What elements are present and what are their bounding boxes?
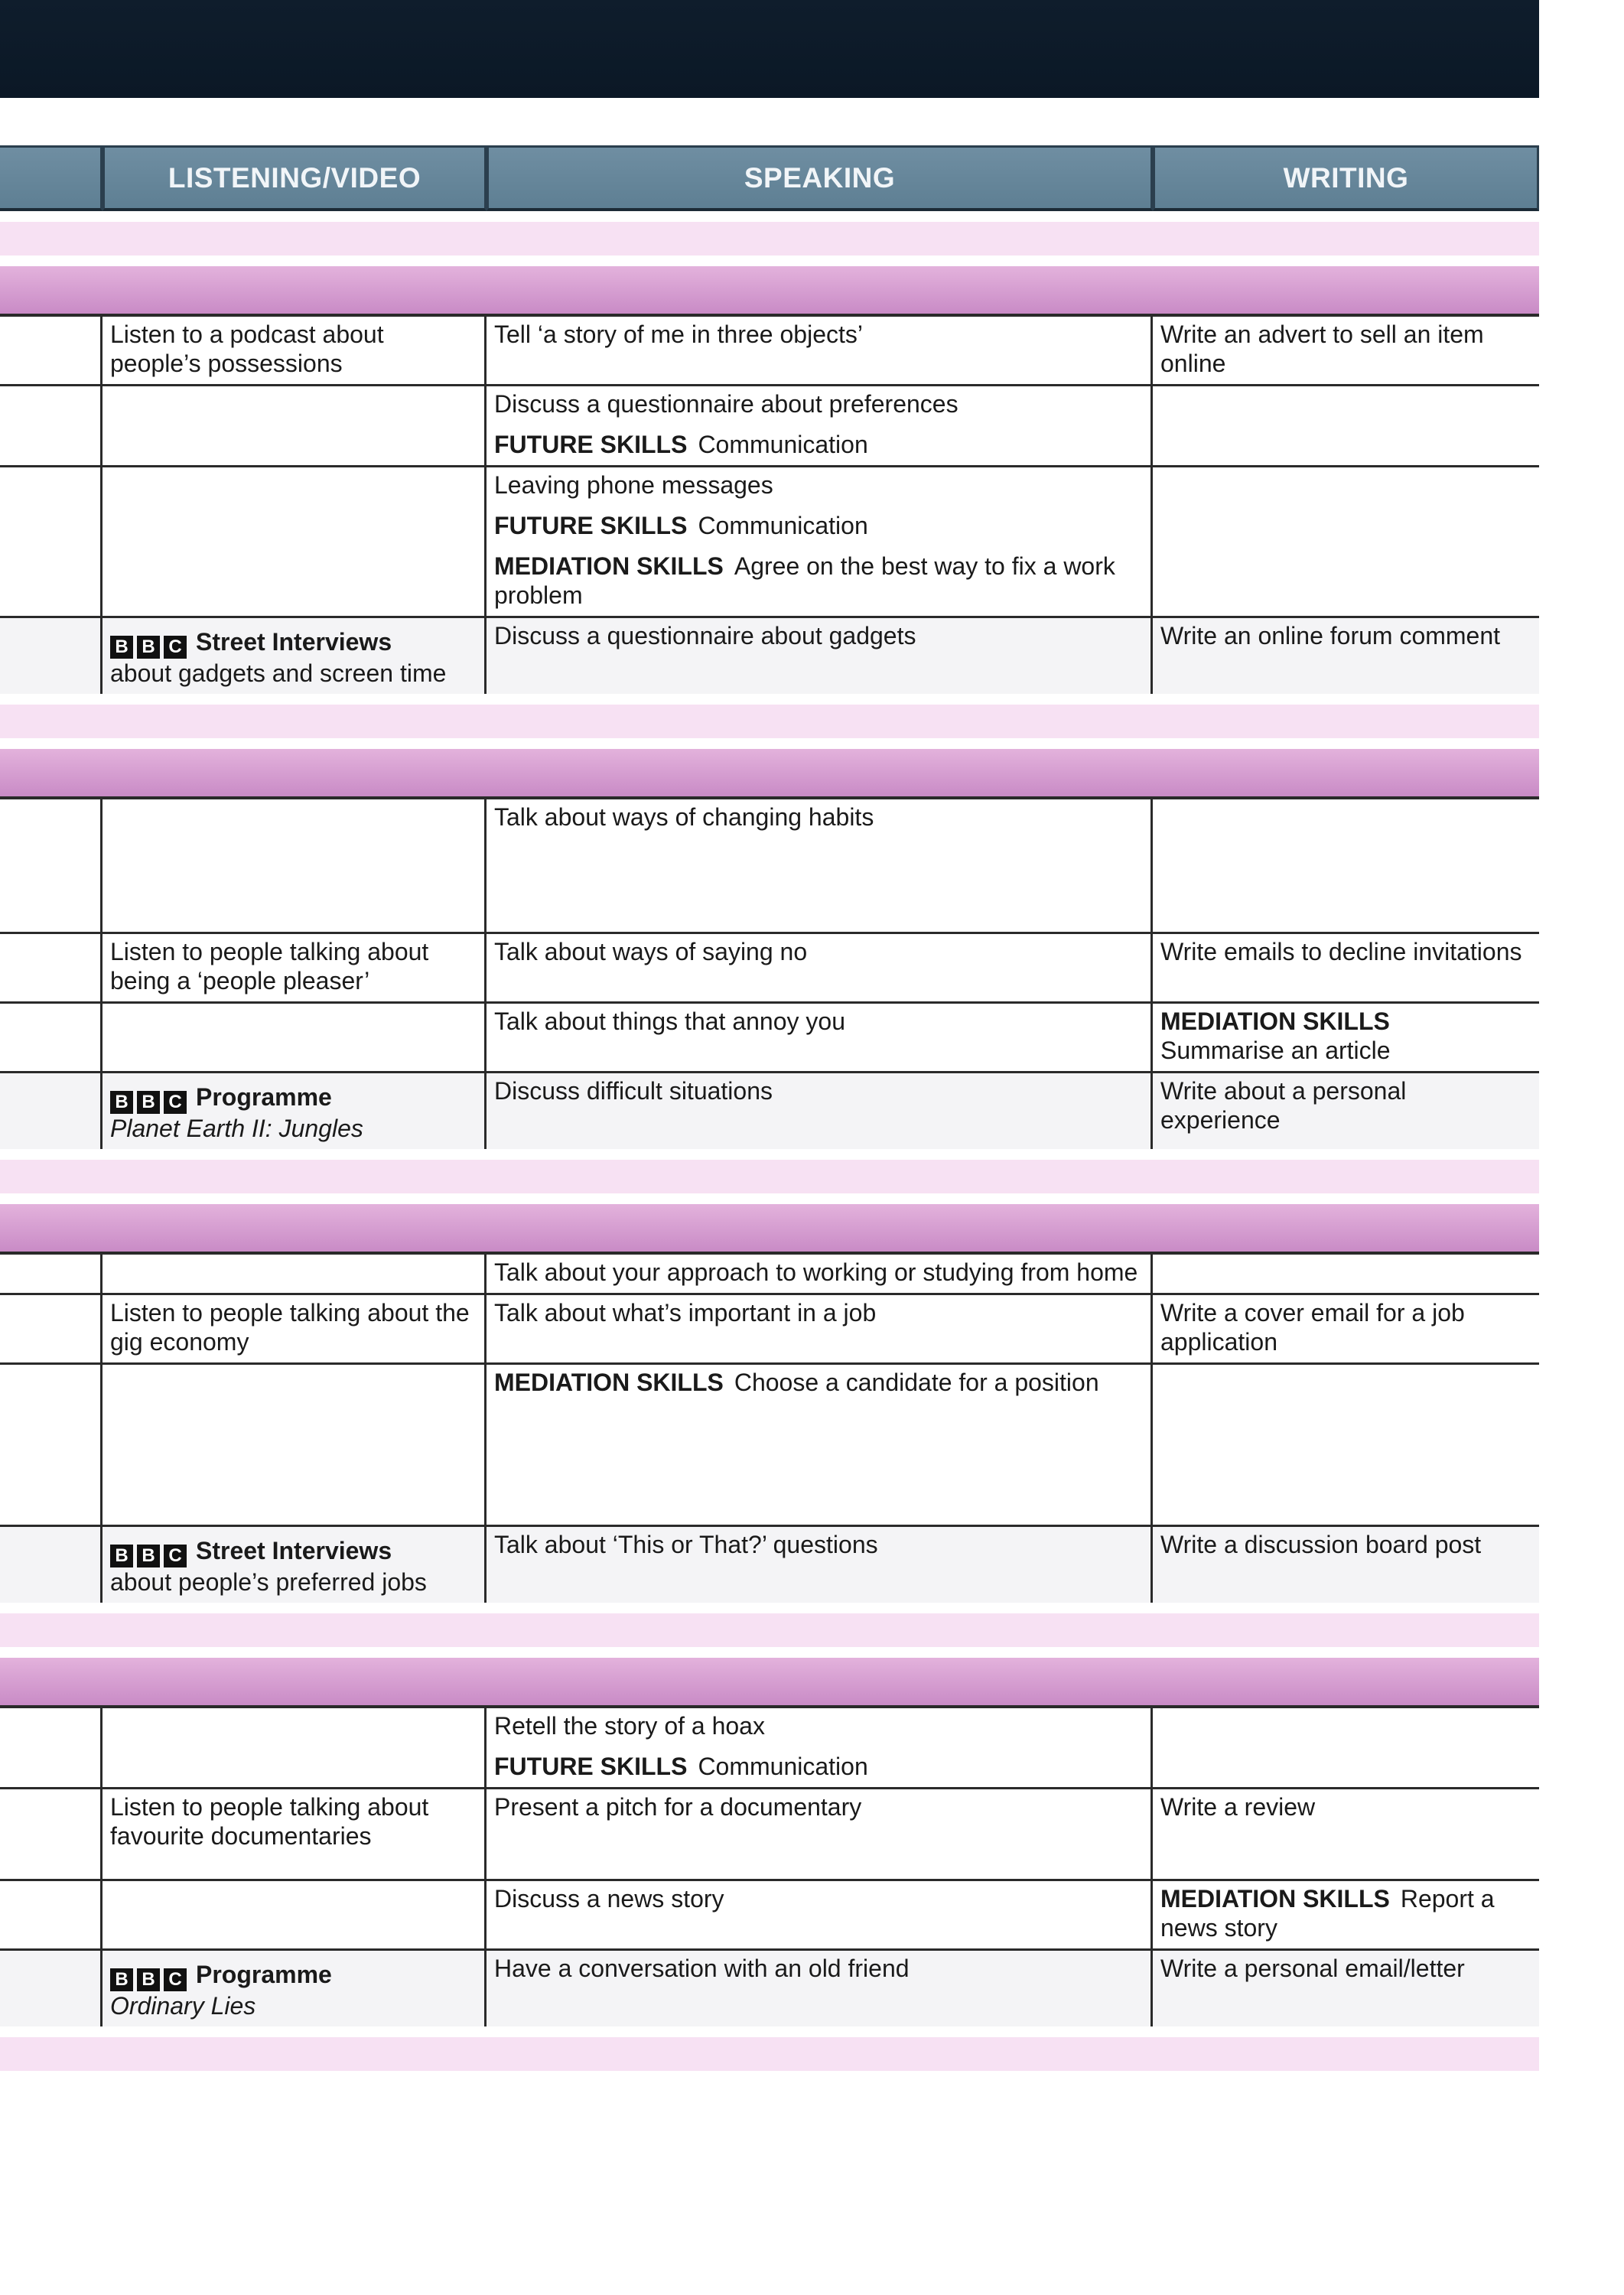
row-lesson-cell [0, 1527, 103, 1603]
speaking-cell [487, 1255, 1153, 1293]
speaking-cell [487, 799, 1153, 932]
header-blank-column [0, 145, 103, 211]
speaking-cell [487, 1951, 1153, 2026]
skill-tag: MEDIATION SKILLS [494, 552, 724, 580]
speaking-activity: Discuss difficult situations [494, 1077, 773, 1105]
speaking-activity: FUTURE SKILLS Communication [494, 1753, 868, 1780]
bbc-video-type: Street Interviews [196, 1537, 392, 1564]
row-lesson-cell [0, 1881, 103, 1948]
bbc-logo-icon: B B C [110, 1091, 187, 1114]
table-header [0, 145, 1539, 211]
writing-cell [1153, 467, 1539, 616]
table-row [0, 1527, 1539, 1603]
listening-text: about people’s preferred jobs [110, 1568, 427, 1596]
row-lesson-cell [0, 1004, 103, 1071]
bbc-line [110, 1960, 477, 1991]
row-lesson-cell [0, 1789, 103, 1879]
listening-cell [103, 1881, 487, 1948]
table-row [0, 1004, 1539, 1073]
writing-cell: MEDIATION SKILLS Summarise an article [1153, 1004, 1539, 1071]
bbc-video-type: Programme [196, 1961, 332, 1988]
listening-text: Listen to people talking about being a ‘people pleaser’ [110, 938, 429, 994]
listening-text: about gadgets and screen time [110, 659, 447, 687]
unit-band-light [0, 222, 1539, 256]
listening-cell [103, 1951, 487, 2026]
listening-text: Planet Earth II: Jungles [110, 1115, 363, 1142]
writing-cell [1153, 799, 1539, 932]
writing-cell: Write a discussion board post [1160, 1531, 1482, 1558]
speaking-cell [487, 1881, 1153, 1948]
table-row [0, 467, 1539, 618]
bbc-line [110, 1082, 477, 1114]
unit-band-header [0, 1204, 1539, 1255]
units-container [0, 222, 1539, 2026]
skill-tag: MEDIATION SKILLS [1160, 1008, 1390, 1035]
row-lesson-cell [0, 1951, 103, 2026]
listening-text: Listen to people talking about favourite documentaries [110, 1793, 429, 1850]
row-lesson-cell [0, 317, 103, 384]
listening-cell [103, 386, 487, 465]
row-lesson-cell [0, 1295, 103, 1362]
speaking-activity: Leaving phone messages [494, 471, 773, 499]
title-banner [0, 0, 1539, 98]
speaking-cell [487, 1365, 1153, 1525]
table-row [0, 1881, 1539, 1951]
table-row [0, 1951, 1539, 2026]
speaking-activity: MEDIATION SKILLS Agree on the best way to fix a work problem [494, 552, 1115, 609]
row-lesson-cell [0, 1073, 103, 1149]
speaking-cell [487, 317, 1153, 384]
speaking-cell [487, 1708, 1153, 1787]
unit-band-header [0, 266, 1539, 317]
writing-cell [1153, 1365, 1539, 1525]
table-row [0, 1708, 1539, 1789]
syllabus-table [0, 145, 1539, 2071]
table-row [0, 934, 1539, 1004]
skill-tag: FUTURE SKILLS [494, 1753, 688, 1780]
row-lesson-cell [0, 1255, 103, 1293]
table-row [0, 386, 1539, 467]
bbc-video-type: Programme [196, 1083, 332, 1111]
listening-cell [103, 799, 487, 932]
listening-cell [103, 1295, 487, 1362]
listening-cell [103, 934, 487, 1001]
writing-cell [1153, 1708, 1539, 1787]
speaking-cell [487, 1004, 1153, 1071]
skill-tag: MEDIATION SKILLS [1160, 1885, 1390, 1912]
writing-cell: Write an advert to sell an item online [1160, 321, 1484, 377]
writing-cell: Write about a personal experience [1160, 1077, 1407, 1134]
unit-band-light [0, 1613, 1539, 1647]
speaking-activity: Talk about what’s important in a job [494, 1299, 877, 1327]
skill-tag: FUTURE SKILLS [494, 431, 688, 458]
bbc-video-type: Street Interviews [196, 628, 392, 656]
writing-cell: Write a cover email for a job application [1160, 1299, 1465, 1356]
speaking-cell [487, 934, 1153, 1001]
listening-text: Ordinary Lies [110, 1992, 256, 2020]
table-row [0, 618, 1539, 694]
header-speaking: SPEAKING [487, 145, 1153, 211]
speaking-cell [487, 1295, 1153, 1362]
table-row [0, 317, 1539, 386]
unit-band-header [0, 749, 1539, 799]
speaking-cell [487, 618, 1153, 694]
speaking-activity: Talk about ways of changing habits [494, 803, 874, 831]
speaking-activity: Talk about ‘This or That?’ questions [494, 1531, 878, 1558]
table-row [0, 1789, 1539, 1881]
writing-cell [1153, 386, 1539, 465]
listening-cell [103, 317, 487, 384]
speaking-activity: Talk about things that annoy you [494, 1008, 845, 1035]
speaking-activity: MEDIATION SKILLS Choose a candidate for a position [494, 1369, 1099, 1396]
row-lesson-cell [0, 618, 103, 694]
speaking-cell [487, 1527, 1153, 1603]
header-listening-video: LISTENING/VIDEO [103, 145, 487, 211]
listening-cell [103, 1708, 487, 1787]
listening-cell [103, 1527, 487, 1603]
speaking-cell [487, 1789, 1153, 1879]
listening-text: Listen to people talking about the gig economy [110, 1299, 470, 1356]
listening-cell [103, 1073, 487, 1149]
listening-cell [103, 1004, 487, 1071]
speaking-activity: Talk about ways of saying no [494, 938, 808, 965]
row-lesson-cell [0, 386, 103, 465]
writing-cell: Write a personal email/letter [1160, 1955, 1465, 1982]
writing-cell: Write an online forum comment [1160, 622, 1501, 649]
row-lesson-cell [0, 467, 103, 616]
speaking-activity: FUTURE SKILLS Communication [494, 431, 868, 458]
unit-band-light [0, 1160, 1539, 1193]
table-row [0, 1365, 1539, 1527]
table-row [0, 1295, 1539, 1365]
writing-cell: MEDIATION SKILLS Report a news story [1160, 1885, 1495, 1942]
table-row [0, 799, 1539, 934]
row-lesson-cell [0, 1365, 103, 1525]
table-row [0, 1073, 1539, 1149]
listening-text: Listen to a podcast about people’s possessions [110, 321, 384, 377]
bbc-line [110, 1536, 477, 1567]
speaking-activity: Retell the story of a hoax [494, 1712, 765, 1740]
unit-band-light [0, 705, 1539, 738]
speaking-cell [487, 386, 1153, 465]
listening-cell [103, 1255, 487, 1293]
speaking-activity: FUTURE SKILLS Communication [494, 512, 868, 539]
speaking-activity: Have a conversation with an old friend [494, 1955, 910, 1982]
speaking-activity: Tell ‘a story of me in three objects’ [494, 321, 863, 348]
bbc-logo-icon: B B C [110, 636, 187, 659]
listening-cell [103, 467, 487, 616]
closing-band [0, 2037, 1539, 2071]
listening-cell [103, 618, 487, 694]
writing-cell [1153, 1255, 1539, 1293]
speaking-activity: Present a pitch for a documentary [494, 1793, 862, 1821]
speaking-activity: Discuss a questionnaire about preferences [494, 390, 958, 418]
header-writing: WRITING [1153, 145, 1539, 211]
row-lesson-cell [0, 934, 103, 1001]
row-lesson-cell [0, 1708, 103, 1787]
listening-cell [103, 1789, 487, 1879]
writing-cell: Write a review [1160, 1793, 1316, 1821]
speaking-activity: Talk about your approach to working or studying from home [494, 1258, 1138, 1286]
listening-cell [103, 1365, 487, 1525]
speaking-activity: Discuss a news story [494, 1885, 724, 1912]
skill-tag: MEDIATION SKILLS [494, 1369, 724, 1396]
speaking-cell [487, 1073, 1153, 1149]
bbc-logo-icon: B B C [110, 1545, 187, 1567]
skill-tag: FUTURE SKILLS [494, 512, 688, 539]
row-lesson-cell [0, 799, 103, 932]
bbc-line [110, 627, 477, 659]
writing-cell: Write emails to decline invitations [1160, 938, 1522, 965]
bbc-logo-icon: B B C [110, 1968, 187, 1991]
speaking-activity: Discuss a questionnaire about gadgets [494, 622, 916, 649]
unit-band-header [0, 1658, 1539, 1708]
table-row [0, 1255, 1539, 1295]
speaking-cell [487, 467, 1153, 616]
